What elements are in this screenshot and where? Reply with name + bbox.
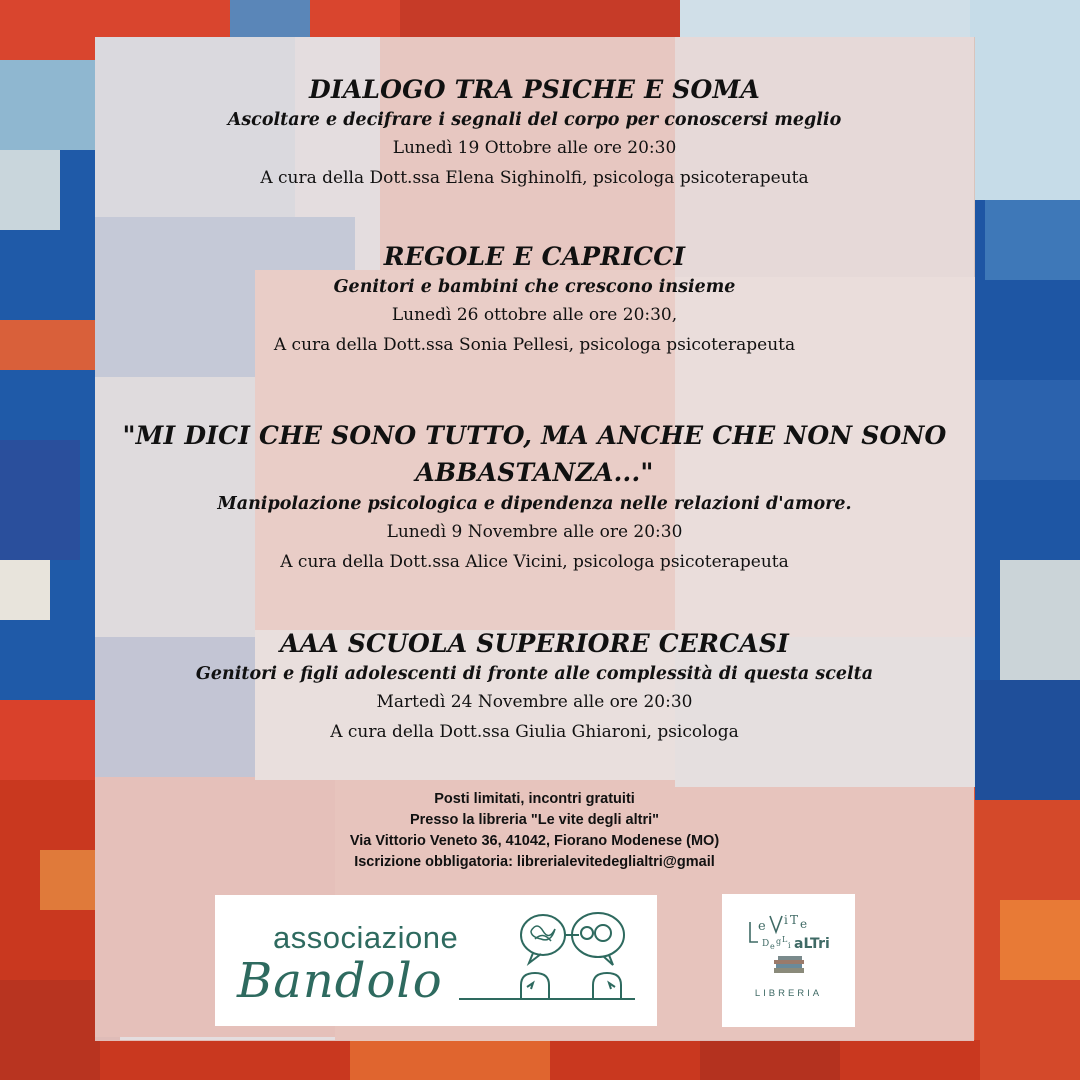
event-subtitle: Ascoltare e decifrare i segnali del corpo per conoscersi meglio [227,110,842,130]
svg-text:e: e [758,919,766,934]
info-seats: Posti limitati, incontri gratuiti [434,791,635,807]
event-subtitle: Manipolazione psicologica e dipendenza nelle relazioni d'amore. [217,494,852,514]
info-venue: Presso la libreria "Le vite degli altri" [409,812,660,828]
event-curator: A cura della Dott.ssa Sonia Pellesi, psicologa psicoterapeuta [273,335,796,355]
svg-text:aLTri: aLTri [794,936,830,952]
svg-text:L: L [782,935,788,944]
svg-text:i: i [788,941,791,950]
event-title: REGOLE E CAPRICCI [383,242,686,271]
event-title: DIALOGO TRA PSICHE E SOMA [309,75,760,104]
event-title: AAA SCUOLA SUPERIORE CERCASI [280,629,789,658]
event-subtitle: Genitori e bambini che crescono insieme [333,277,736,297]
two-heads-speech-bubbles-icon [215,895,657,1026]
event-1 [95,73,974,193]
event-2 [95,240,974,360]
event-curator: A cura della Dott.ssa Giulia Ghiaroni, psicologa [330,722,739,742]
svg-text:i: i [784,913,788,927]
libreria-logo-graphic-icon [722,894,855,1027]
event-4 [95,627,974,747]
svg-text:D: D [762,939,770,949]
event-subtitle: Genitori e figli adolescenti di fronte alle complessità di questa scelta [195,664,874,684]
svg-text:e: e [800,917,808,931]
le-vite-degli-altri-logo [722,894,855,1027]
event-title-line-1: "MI DICI CHE SONO TUTTO, MA ANCHE CHE NON SONO [122,421,947,450]
event-date: Lunedì 26 ottobre alle ore 20:30, [391,305,678,325]
svg-text:g: g [776,937,782,946]
logo-text-associazione: associazione [273,920,459,955]
svg-text:e: e [770,942,775,951]
info-registration: Iscrizione obbligatoria: librerialevitedeglialtri@gmail [354,854,715,870]
svg-text:T: T [790,913,799,927]
logo-text-bandolo: Bandolo [237,953,443,1009]
event-3 [95,417,974,577]
libreria-label: LIBRERIA [754,988,823,999]
info-block [95,789,974,873]
event-date: Martedì 24 Novembre alle ore 20:30 [376,692,693,712]
event-date: Lunedì 9 Novembre alle ore 20:30 [386,522,683,542]
event-curator: A cura della Dott.ssa Alice Vicini, psicologa psicoterapeuta [280,552,789,572]
event-date: Lunedì 19 Ottobre alle ore 20:30 [392,138,677,158]
content-panel [95,37,974,1041]
event-title-line-2: ABBASTANZA..." [415,458,654,487]
info-address: Via Vittorio Veneto 36, 41042, Fiorano Modenese (MO) [349,833,720,849]
event-curator: A cura della Dott.ssa Elena Sighinolfi, psicologa psicoterapeuta [260,168,809,188]
associazione-bandolo-logo [215,895,657,1026]
